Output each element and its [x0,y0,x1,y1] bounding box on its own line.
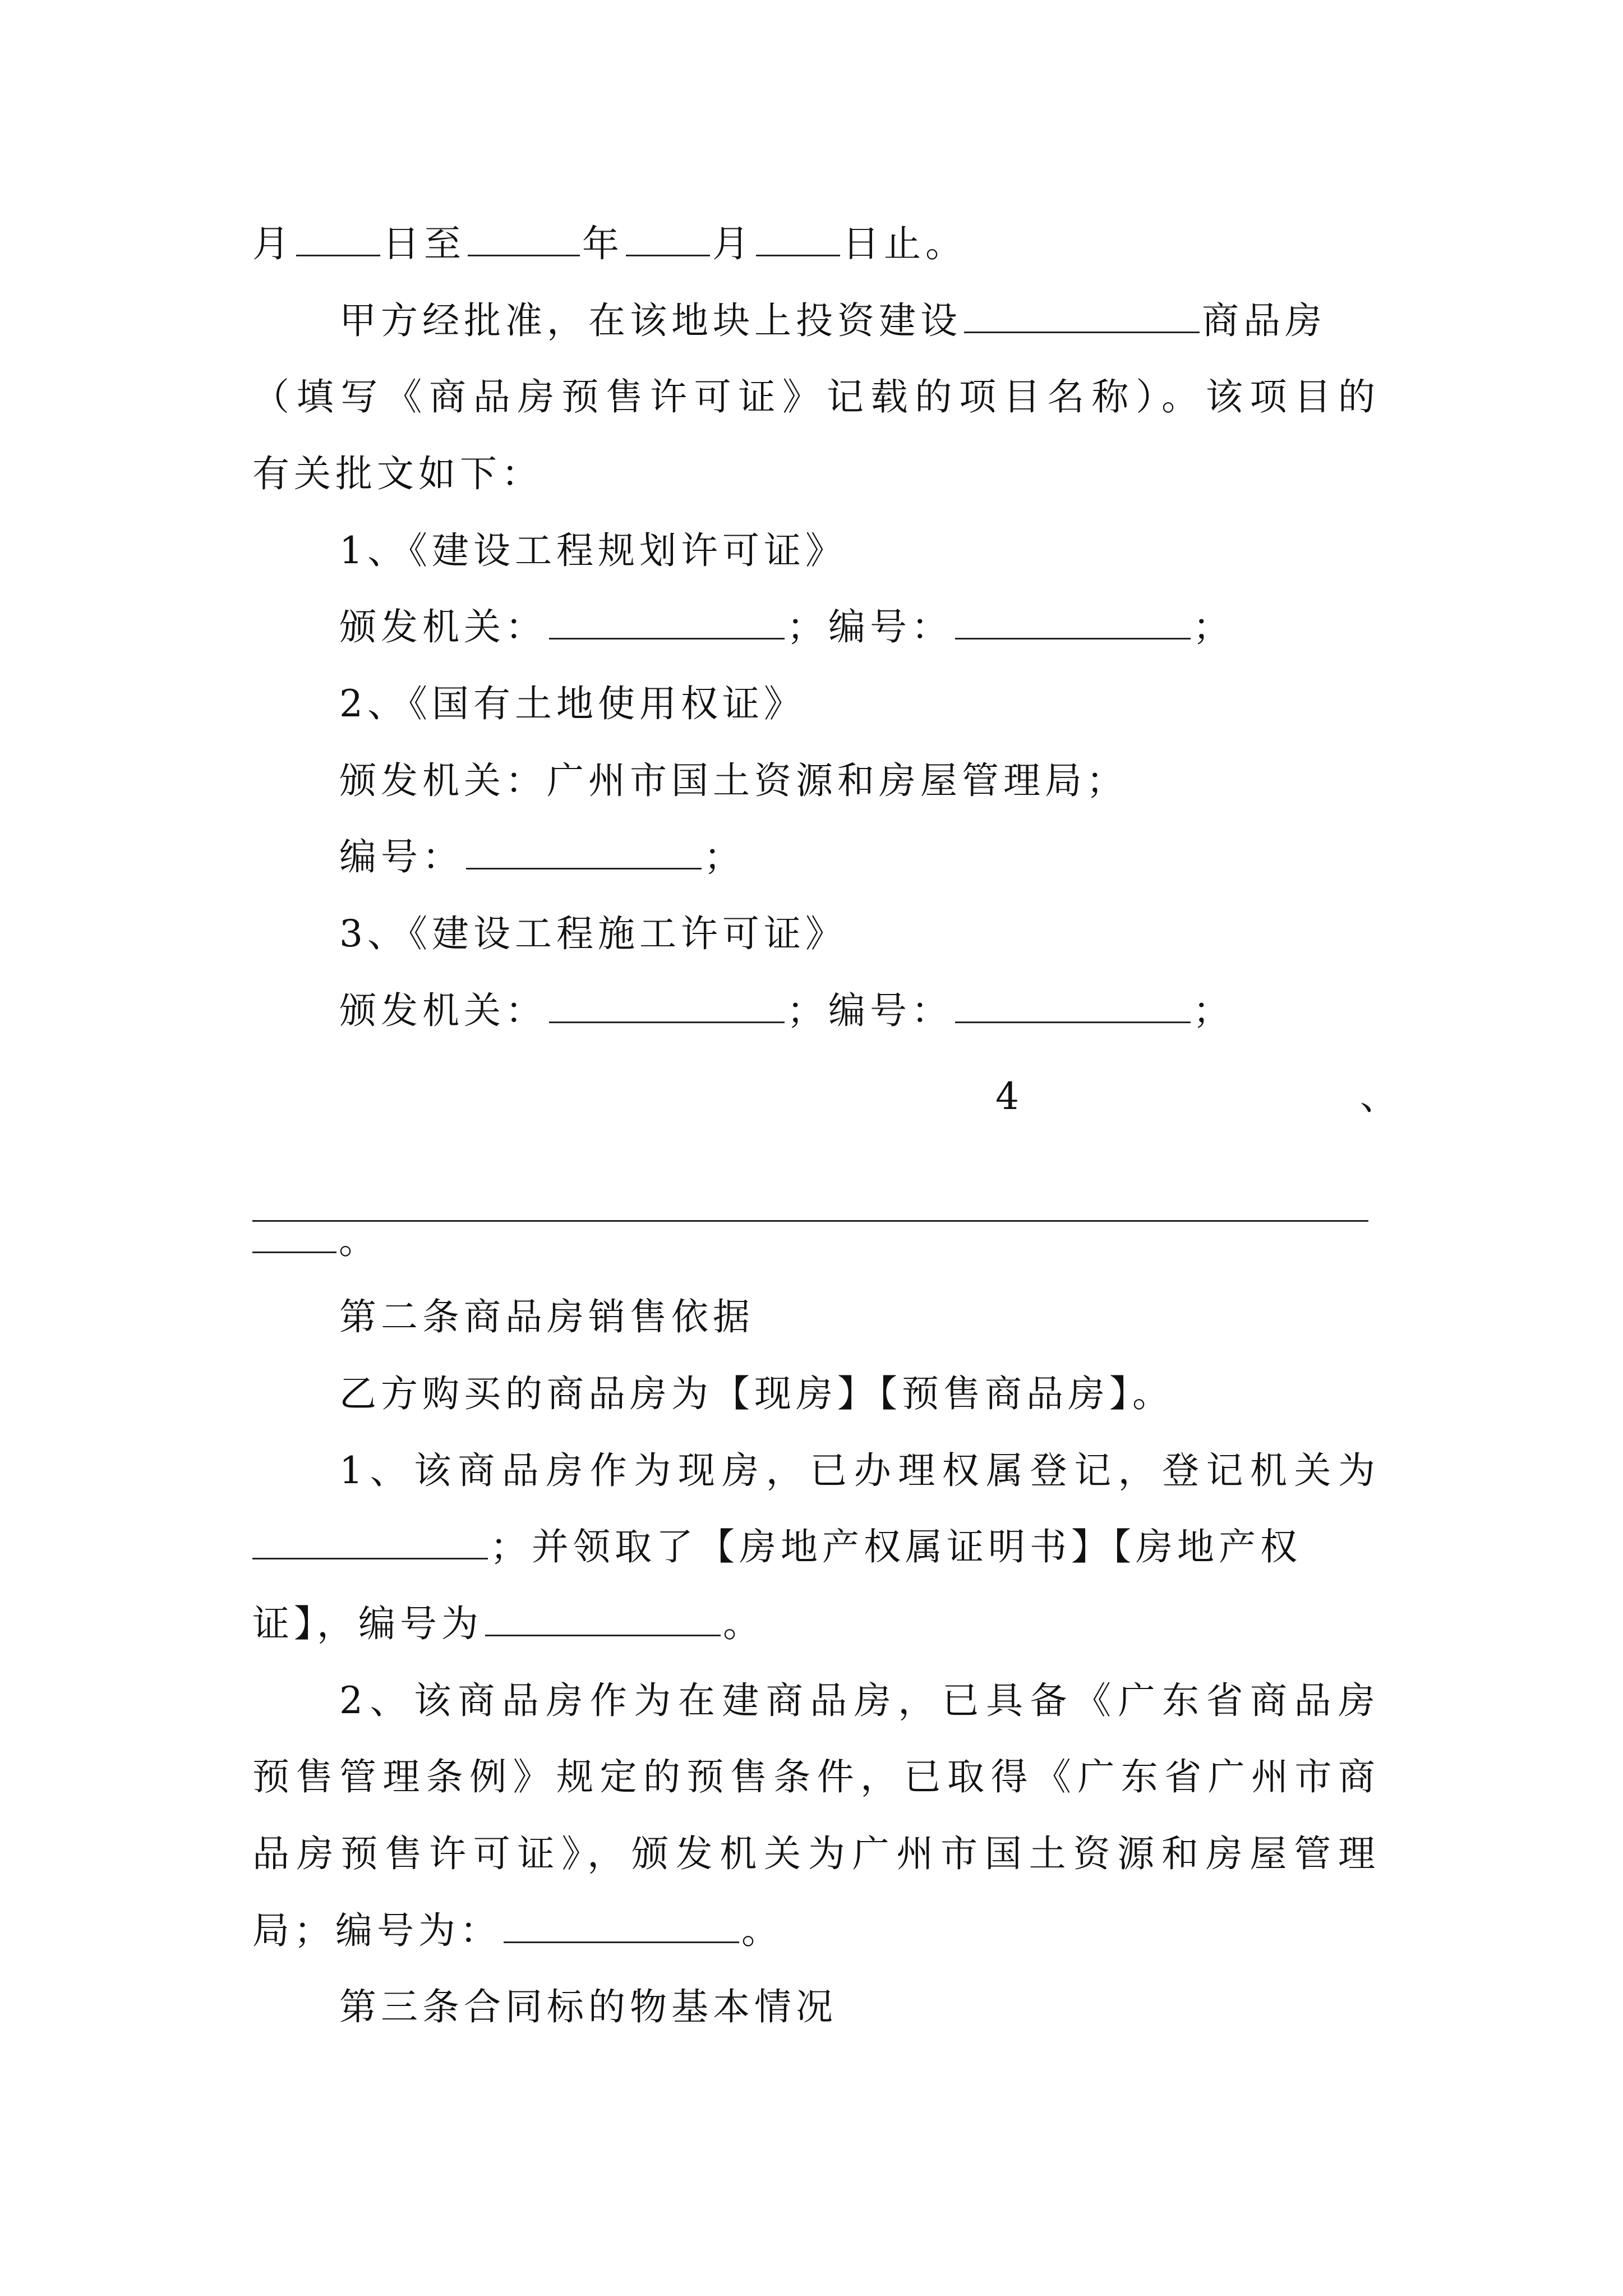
item-number: 4 [995,1075,1019,1118]
blank-field [955,603,1191,639]
blank-field [626,220,710,256]
blank-field [504,1907,739,1943]
text-segment: ； [1193,605,1234,648]
text-line [252,1213,1380,1269]
blank-field [964,297,1200,333]
blank-field [549,603,785,639]
text-segment: 商品房 [1202,299,1326,342]
text-line: 1、该商品房作为现房，已办理权属登记，登记机关为 [339,1449,1380,1492]
text-line: （填写《商品房预售许可证》记载的项目名称）。该项目的 [252,375,1380,418]
section-heading: 第三条合同标的物基本情况 [339,1985,837,2028]
text-segment: ；编号： [787,989,953,1032]
text-segment: 编号： [339,835,464,878]
text-line [252,216,1380,272]
text-line: 品房预售许可证》，颁发机关为广州市国土资源和房屋管理 [252,1832,1380,1875]
text-segment: 。 [339,1219,380,1262]
blank-field [296,220,380,256]
text-segment: 月 [712,222,754,265]
text-line [339,983,1380,1039]
text-line [252,1903,1380,1959]
text-line: 预售管理条例》规定的预售条件，已取得《广东省广州市商 [252,1755,1380,1798]
text-segment: 颁发机关： [339,989,547,1032]
text-line [339,293,1380,349]
text-line [339,599,1380,655]
text-line: 颁发机关：广州市国土资源和房屋管理局； [339,759,1128,802]
blank-field [485,1600,721,1636]
text-line: 有关批文如下： [252,452,543,495]
text-segment: 。 [741,1909,783,1952]
section-heading: 第二条商品房销售依据 [339,1295,754,1338]
text-segment: 颁发机关： [339,605,547,648]
text-line: 3、《建设工程施工许可证》 [339,912,847,955]
text-segment: 。 [723,1602,764,1645]
text-segment: ； [704,835,745,878]
text-line: 1、《建设工程规划许可证》 [339,529,847,572]
blank-field [756,220,840,256]
text-segment: 证】，编号为 [252,1602,483,1645]
blank-field [549,987,785,1023]
text-line: 2、《国有土地使用权证》 [339,682,805,725]
text-segment: ；编号： [787,605,953,648]
text-line: 2、该商品房作为在建商品房，已具备《广东省商品房 [339,1679,1380,1722]
blank-field [955,987,1191,1023]
text-segment: ； [1193,989,1234,1032]
text-line [339,829,1380,885]
text-segment: 甲方经批准，在该地块上投资建设 [339,299,962,342]
text-line [252,1519,1380,1575]
text-segment: 日至 [382,222,465,265]
blank-field [252,1217,336,1253]
text-line [252,1596,1380,1652]
text-segment: 月 [252,222,294,265]
text-segment: 年 [582,222,624,265]
text-segment: 局；编号为： [252,1909,501,1952]
text-segment: ；并领取了【房地产权属证明书】【房地产权 [490,1525,1302,1568]
enumeration-mark: 、 [1360,1075,1397,1118]
text-line: 乙方购买的商品房为【现房】【预售商品房】。 [339,1372,1174,1415]
blank-field [468,220,580,256]
blank-field [252,1523,488,1559]
text-segment: 日止。 [842,222,967,265]
blank-field [466,833,702,869]
